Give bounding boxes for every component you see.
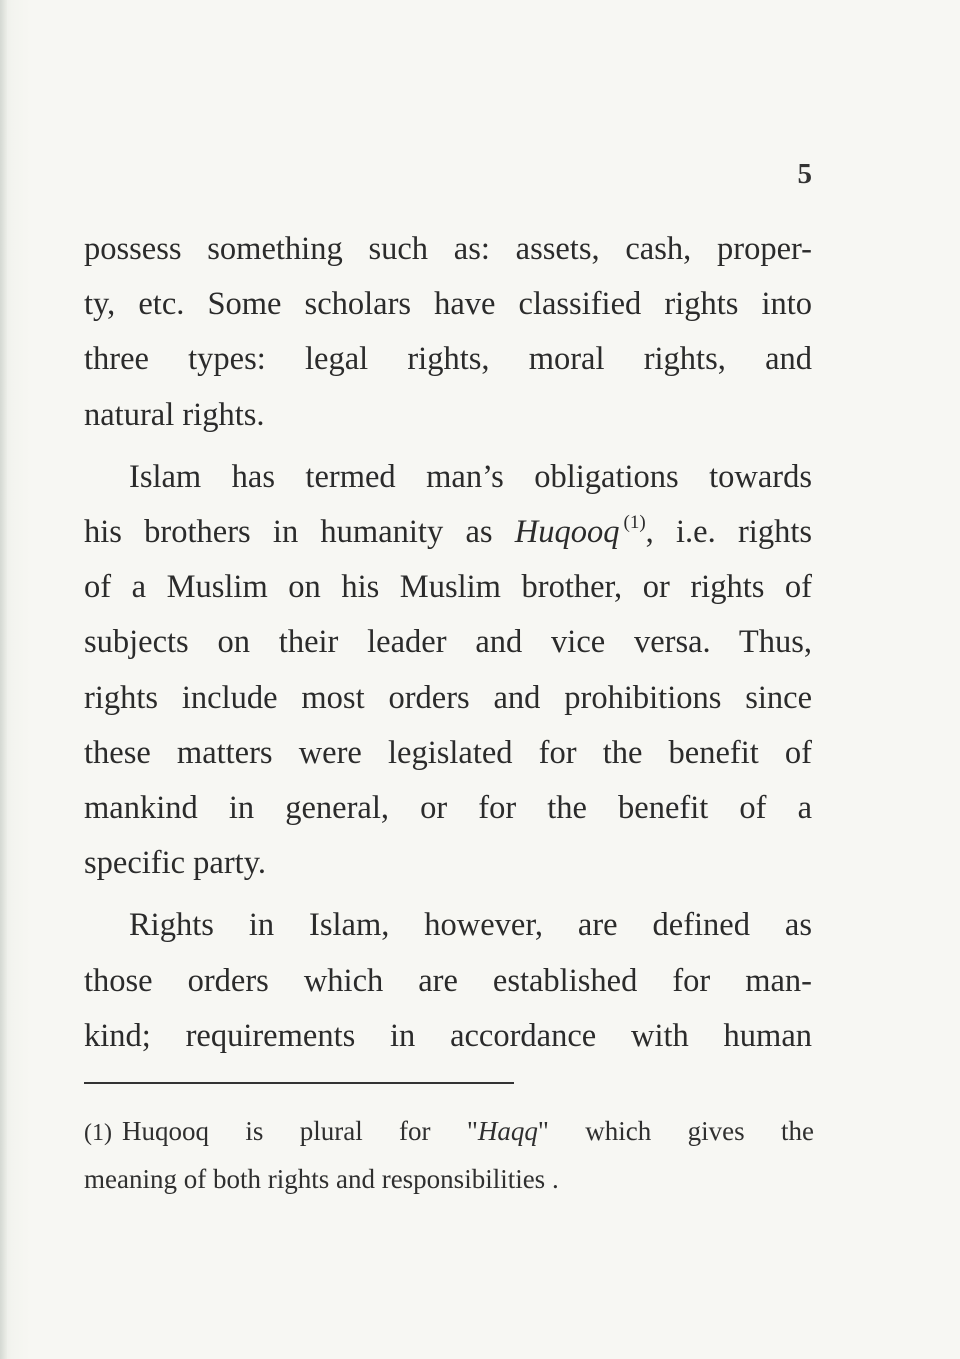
footnote-reference[interactable]: (1) [623,512,646,534]
text-segment: , i.e. rights [645,514,813,551]
text-line: of a Muslim on his Muslim brother, or rights of [84,569,812,606]
text-line: subjects on their leader and vice versa. Thus, [84,624,812,661]
text-line-with-term [84,505,812,560]
footnote-divider [84,1082,514,1084]
text-segment: " which gives the [537,1116,814,1146]
text-line: kind; requirements in accordance with human [84,1017,812,1054]
text-line: Islam has termed man’s obligations towards [129,458,812,495]
text-line: these matters were legislated for the benefit of [84,734,812,771]
page-number: 5 [797,158,812,190]
text-line: mankind in general, or for the benefit of a [84,790,812,827]
paragraph-3 [84,898,812,1064]
text-line: Rights in Islam, however, are defined as [129,907,812,944]
paragraph-1 [84,222,812,443]
footnote-line [84,1108,814,1156]
footnote-marker: (1) [84,1120,112,1146]
footnote-line: meaning of both rights and responsibilities . [84,1164,559,1194]
text-line: rights include most orders and prohibitions since [84,679,812,716]
text-segment: Huqooq is plural for " [121,1116,478,1146]
binding-edge [0,0,7,1359]
term-haqq: Haqq [477,1116,538,1146]
text-line: natural rights. [84,396,265,433]
paragraph-2 [84,450,812,892]
text-line: ty, etc. Some scholars have classified rights into [84,286,812,323]
term-huqooq: Huqooq [514,514,620,551]
footnote [84,1108,814,1202]
text-segment: his brothers in humanity as [84,514,515,551]
text-line: specific party. [84,845,266,882]
text-line: those orders which are established for man- [84,962,812,999]
text-line: possess something such as: assets, cash, proper- [84,231,812,267]
text-line: three types: legal rights, moral rights, and [84,341,812,378]
body-text [84,222,812,1064]
